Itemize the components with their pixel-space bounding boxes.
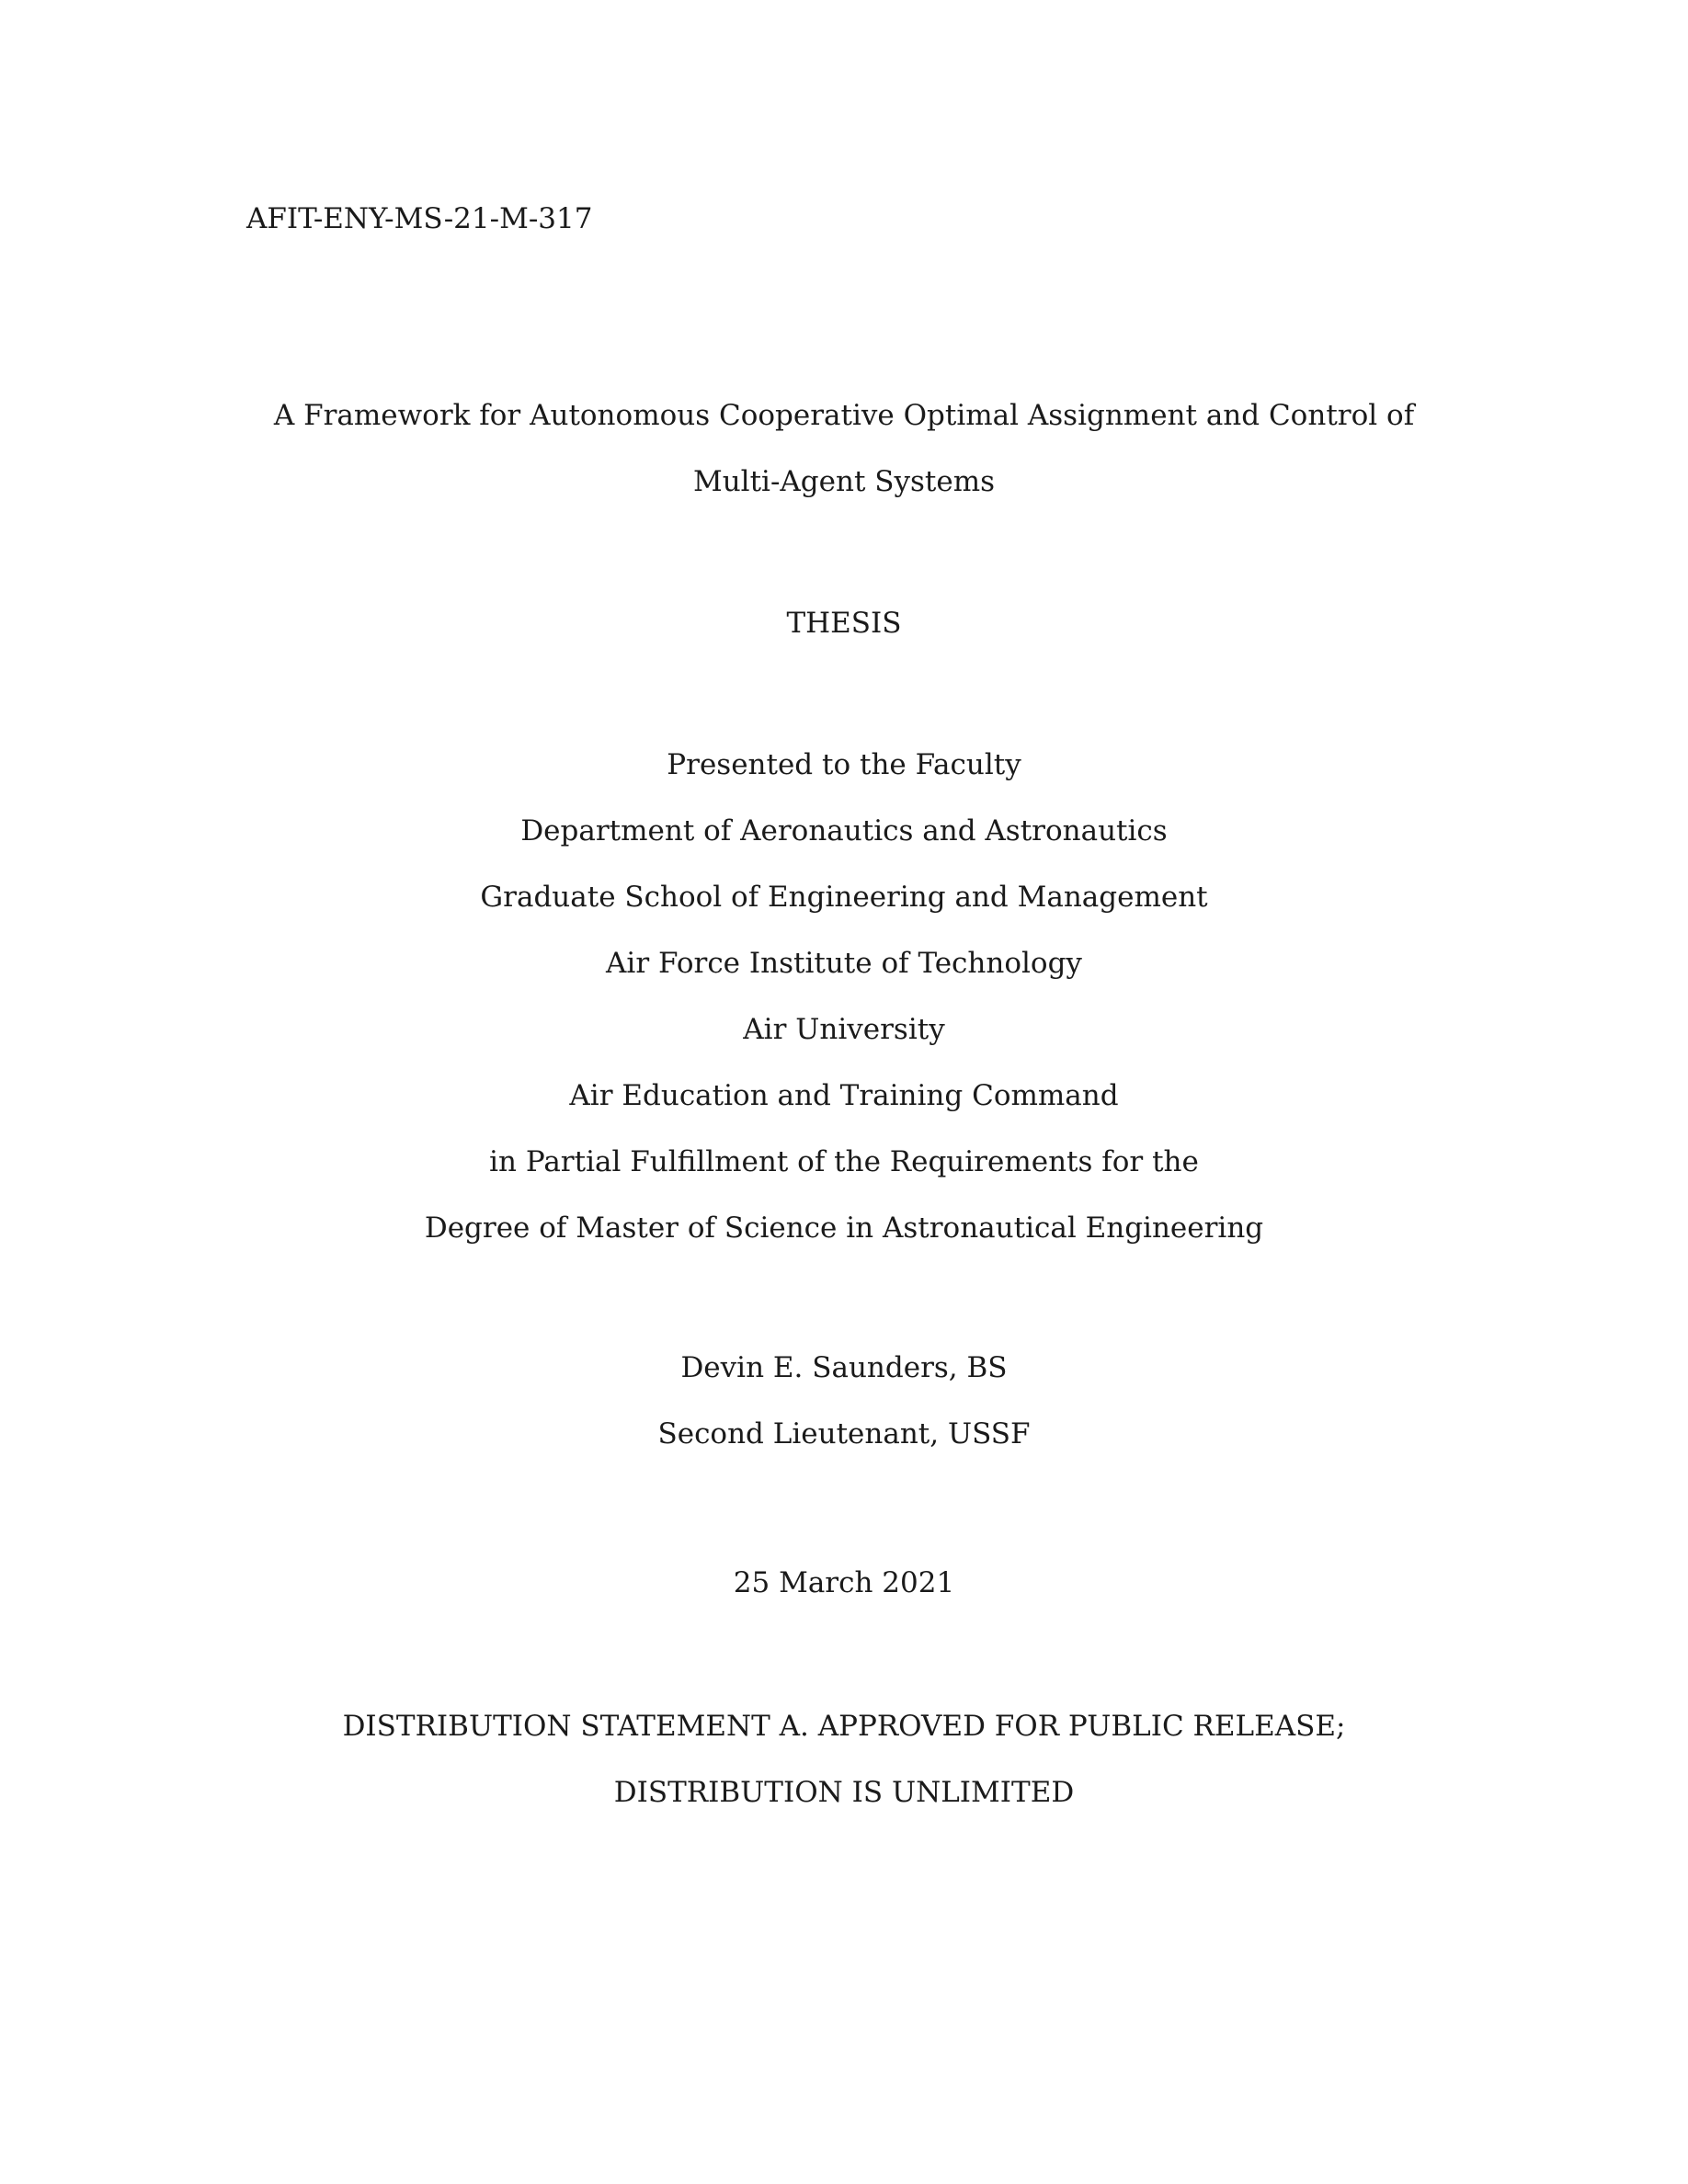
presented-line: Department of Aeronautics and Astronautics	[520, 814, 1168, 847]
distribution-line: DISTRIBUTION STATEMENT A. APPROVED FOR PUBLIC RELEASE;	[342, 1710, 1346, 1743]
title-line: Multi-Agent Systems	[692, 465, 996, 498]
distribution-line: DISTRIBUTION IS UNLIMITED	[613, 1776, 1075, 1809]
document-type-label	[0, 590, 1688, 656]
author-block	[0, 1335, 1688, 1467]
author-rank: Second Lieutenant, USSF	[657, 1417, 1031, 1450]
thesis-title	[0, 382, 1688, 515]
presented-line: in Partial Fulfillment of the Requirements for the	[489, 1145, 1199, 1178]
presented-line: Degree of Master of Science in Astronautical Engineering	[424, 1211, 1264, 1245]
title-line: A Framework for Autonomous Cooperative Optimal Assignment and Control of	[273, 399, 1415, 432]
document-type-text: THESIS	[786, 607, 902, 640]
presented-line: Air Education and Training Command	[569, 1079, 1119, 1112]
presented-line: Air Force Institute of Technology	[606, 947, 1082, 980]
presented-line: Presented to the Faculty	[667, 748, 1021, 781]
distribution-statement	[0, 1693, 1688, 1826]
presented-to-block	[0, 732, 1688, 1261]
document-number: AFIT-ENY-MS-21-M-317	[246, 202, 593, 235]
submission-date	[0, 1550, 1688, 1616]
author-name: Devin E. Saunders, BS	[680, 1351, 1008, 1384]
presented-line: Graduate School of Engineering and Management	[480, 881, 1208, 914]
date-text: 25 March 2021	[733, 1566, 955, 1599]
presented-line: Air University	[743, 1013, 945, 1046]
